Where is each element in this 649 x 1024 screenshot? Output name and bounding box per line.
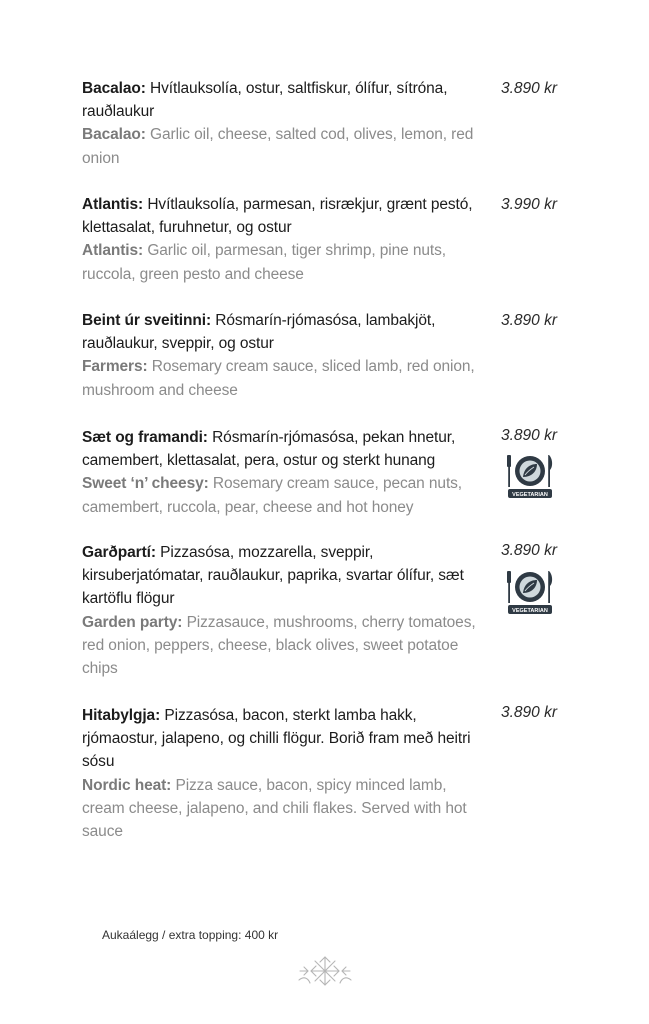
item-name-en: Atlantis: [82, 242, 144, 260]
vegetarian-plate-icon [504, 453, 556, 499]
item-description-is [82, 309, 482, 355]
item-ingredients-en: Garlic oil, parmesan, tiger shrimp, pine nuts, ruccola, green pesto and cheese [82, 242, 446, 283]
item-ingredients-is: Pizzasósa, mozzarella, sveppir, kirsuberjatómatar, rauðlaukur, paprika, svartar ólífur, sæt kartöflu flögur [82, 544, 464, 608]
item-ingredients-is: Rósmarín-rjómasósa, lambakjöt, rauðlaukur, sveppir, og ostur [82, 312, 436, 353]
item-ingredients-en: Pizzasauce, mushrooms, cherry tomatoes, red onion, peppers, cheese, black olives, sweet potatoe chips [82, 613, 476, 678]
item-price: 3.890 kr [501, 312, 558, 329]
item-name-is: Bacalao: [82, 80, 146, 97]
item-description-is [82, 704, 482, 774]
item-description-en [82, 611, 482, 681]
item-name-en: Sweet ‘n’ cheesy: [82, 475, 209, 493]
item-price: 3.890 kr [501, 704, 558, 721]
vegetarian-badge [504, 453, 556, 499]
vegetarian-badge [504, 569, 556, 615]
item-name-is: Beint úr sveitinni: [82, 312, 212, 329]
item-ingredients-is: Hvítlauksolía, ostur, saltfiskur, ólífur, sítróna, rauðlaukur [82, 80, 448, 121]
menu-item [82, 193, 482, 286]
item-description-en [82, 472, 482, 518]
item-description-en [82, 123, 482, 169]
item-ingredients-en: Rosemary cream sauce, pecan nuts, camembert, ruccola, pear, cheese and hot honey [82, 475, 463, 516]
item-name-is: Atlantis: [82, 196, 144, 213]
item-description-is [82, 193, 482, 239]
item-ingredients-is: Rósmarín-rjómasósa, pekan hnetur, camembert, klettasalat, pera, ostur og sterkt hunang [82, 429, 456, 470]
item-name-en: Bacalao: [82, 126, 146, 144]
item-name-is: Sæt og framandi: [82, 429, 208, 446]
menu-item [82, 541, 482, 680]
item-description-en [82, 774, 482, 844]
item-description-is [82, 541, 482, 611]
item-name-en: Garden party: [82, 613, 183, 631]
menu-item [82, 426, 482, 519]
item-price: 3.890 kr [501, 542, 558, 559]
menu-item [82, 77, 482, 170]
vegetarian-badge-label: VEGETARIAN [512, 492, 548, 498]
item-description-en [82, 355, 482, 401]
item-description-is [82, 77, 482, 123]
item-price: 3.890 kr [501, 80, 558, 97]
item-name-is: Garðpartí: [82, 544, 156, 561]
item-description-en [82, 239, 482, 285]
item-price: 3.990 kr [501, 196, 558, 213]
item-description-is [82, 426, 482, 472]
vegetarian-plate-icon [504, 569, 556, 615]
vegetarian-badge-label: VEGETARIAN [512, 608, 548, 614]
item-name-en: Nordic heat: [82, 776, 172, 794]
snowflake-ornament-icon [296, 954, 354, 988]
extra-topping-note: Aukaálegg / extra topping: 400 kr [102, 928, 279, 942]
item-ingredients-en: Rosemary cream sauce, sliced lamb, red onion, mushroom and cheese [82, 358, 475, 399]
item-price: 3.890 kr [501, 427, 558, 444]
item-ingredients-is: Pizzasósa, bacon, sterkt lamba hakk, rjómaostur, jalapeno, og chilli flögur. Borið fram með heitri sósu [82, 707, 471, 771]
item-ingredients-en: Garlic oil, cheese, salted cod, olives, lemon, red onion [82, 126, 474, 167]
item-name-is: Hitabylgja: [82, 707, 161, 724]
menu-item [82, 309, 482, 402]
item-ingredients-en: Pizza sauce, bacon, spicy minced lamb, cream cheese, jalapeno, and chili flakes. Served with hot sauce [82, 776, 467, 841]
item-name-en: Farmers: [82, 358, 148, 376]
menu-item [82, 704, 482, 843]
item-ingredients-is: Hvítlauksolía, parmesan, risrækjur, grænt pestó, klettasalat, furuhnetur, og ostur [82, 196, 473, 237]
